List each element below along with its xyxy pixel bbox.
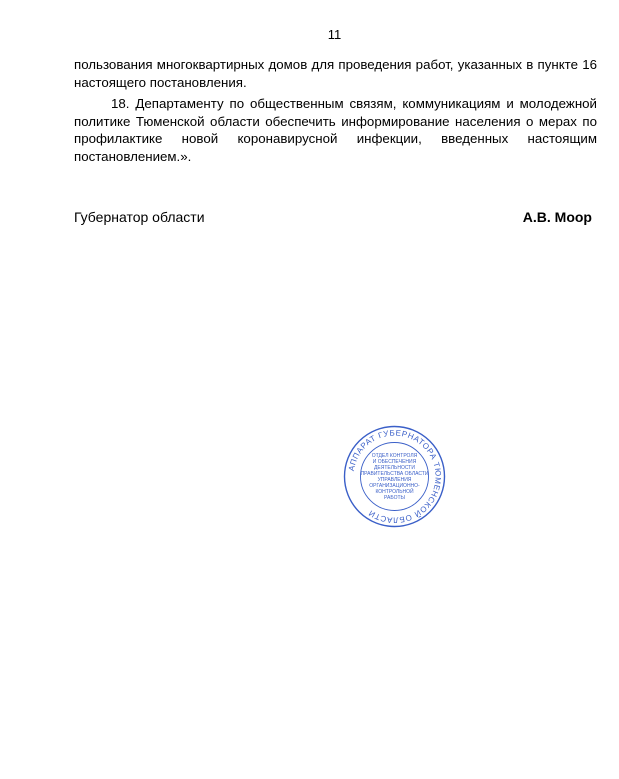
stamp-inner-line: ОРГАНИЗАЦИОННО-: [369, 483, 420, 489]
paragraph-continuation: пользования многоквартирных домов для проведения работ, указанных в пункте 16 настоящего постановления.: [74, 57, 597, 90]
paragraph-item-18: 18. Департаменту по общественным связям, коммуникациям и молодежной политике Тюменской области обеспечить информирование населения о мерах по профилактике новой коронавирусной инфекции, введенных настоящим постановлением.».: [74, 96, 597, 164]
stamp-inner-line: УПРАВЛЕНИЯ: [377, 477, 412, 483]
page-number: 11: [327, 27, 342, 42]
stamp-ring-text: АППАРАТ ГУБЕРНАТОРА ТЮМЕНСКОЙ ОБЛАСТИ: [346, 428, 443, 525]
signatory-name: А.В. Моор: [522, 209, 592, 225]
official-stamp: [343, 425, 446, 528]
stamp-inner-line: ДЕЯТЕЛЬНОСТИ: [374, 465, 415, 471]
stamp-inner-line: КОНТРОЛЬНОЙ: [375, 489, 414, 495]
stamp-inner-line: ОТДЕЛ КОНТРОЛЯ: [371, 453, 418, 459]
stamp-inner-line: РАБОТЫ: [384, 495, 405, 501]
stamp-inner-line: ПРАВИТЕЛЬСТВА ОБЛАСТИ: [360, 471, 429, 477]
signatory-title: Губернатор области: [74, 209, 205, 225]
stamp-inner-line: И ОБЕСПЕЧЕНИЯ: [372, 459, 417, 465]
